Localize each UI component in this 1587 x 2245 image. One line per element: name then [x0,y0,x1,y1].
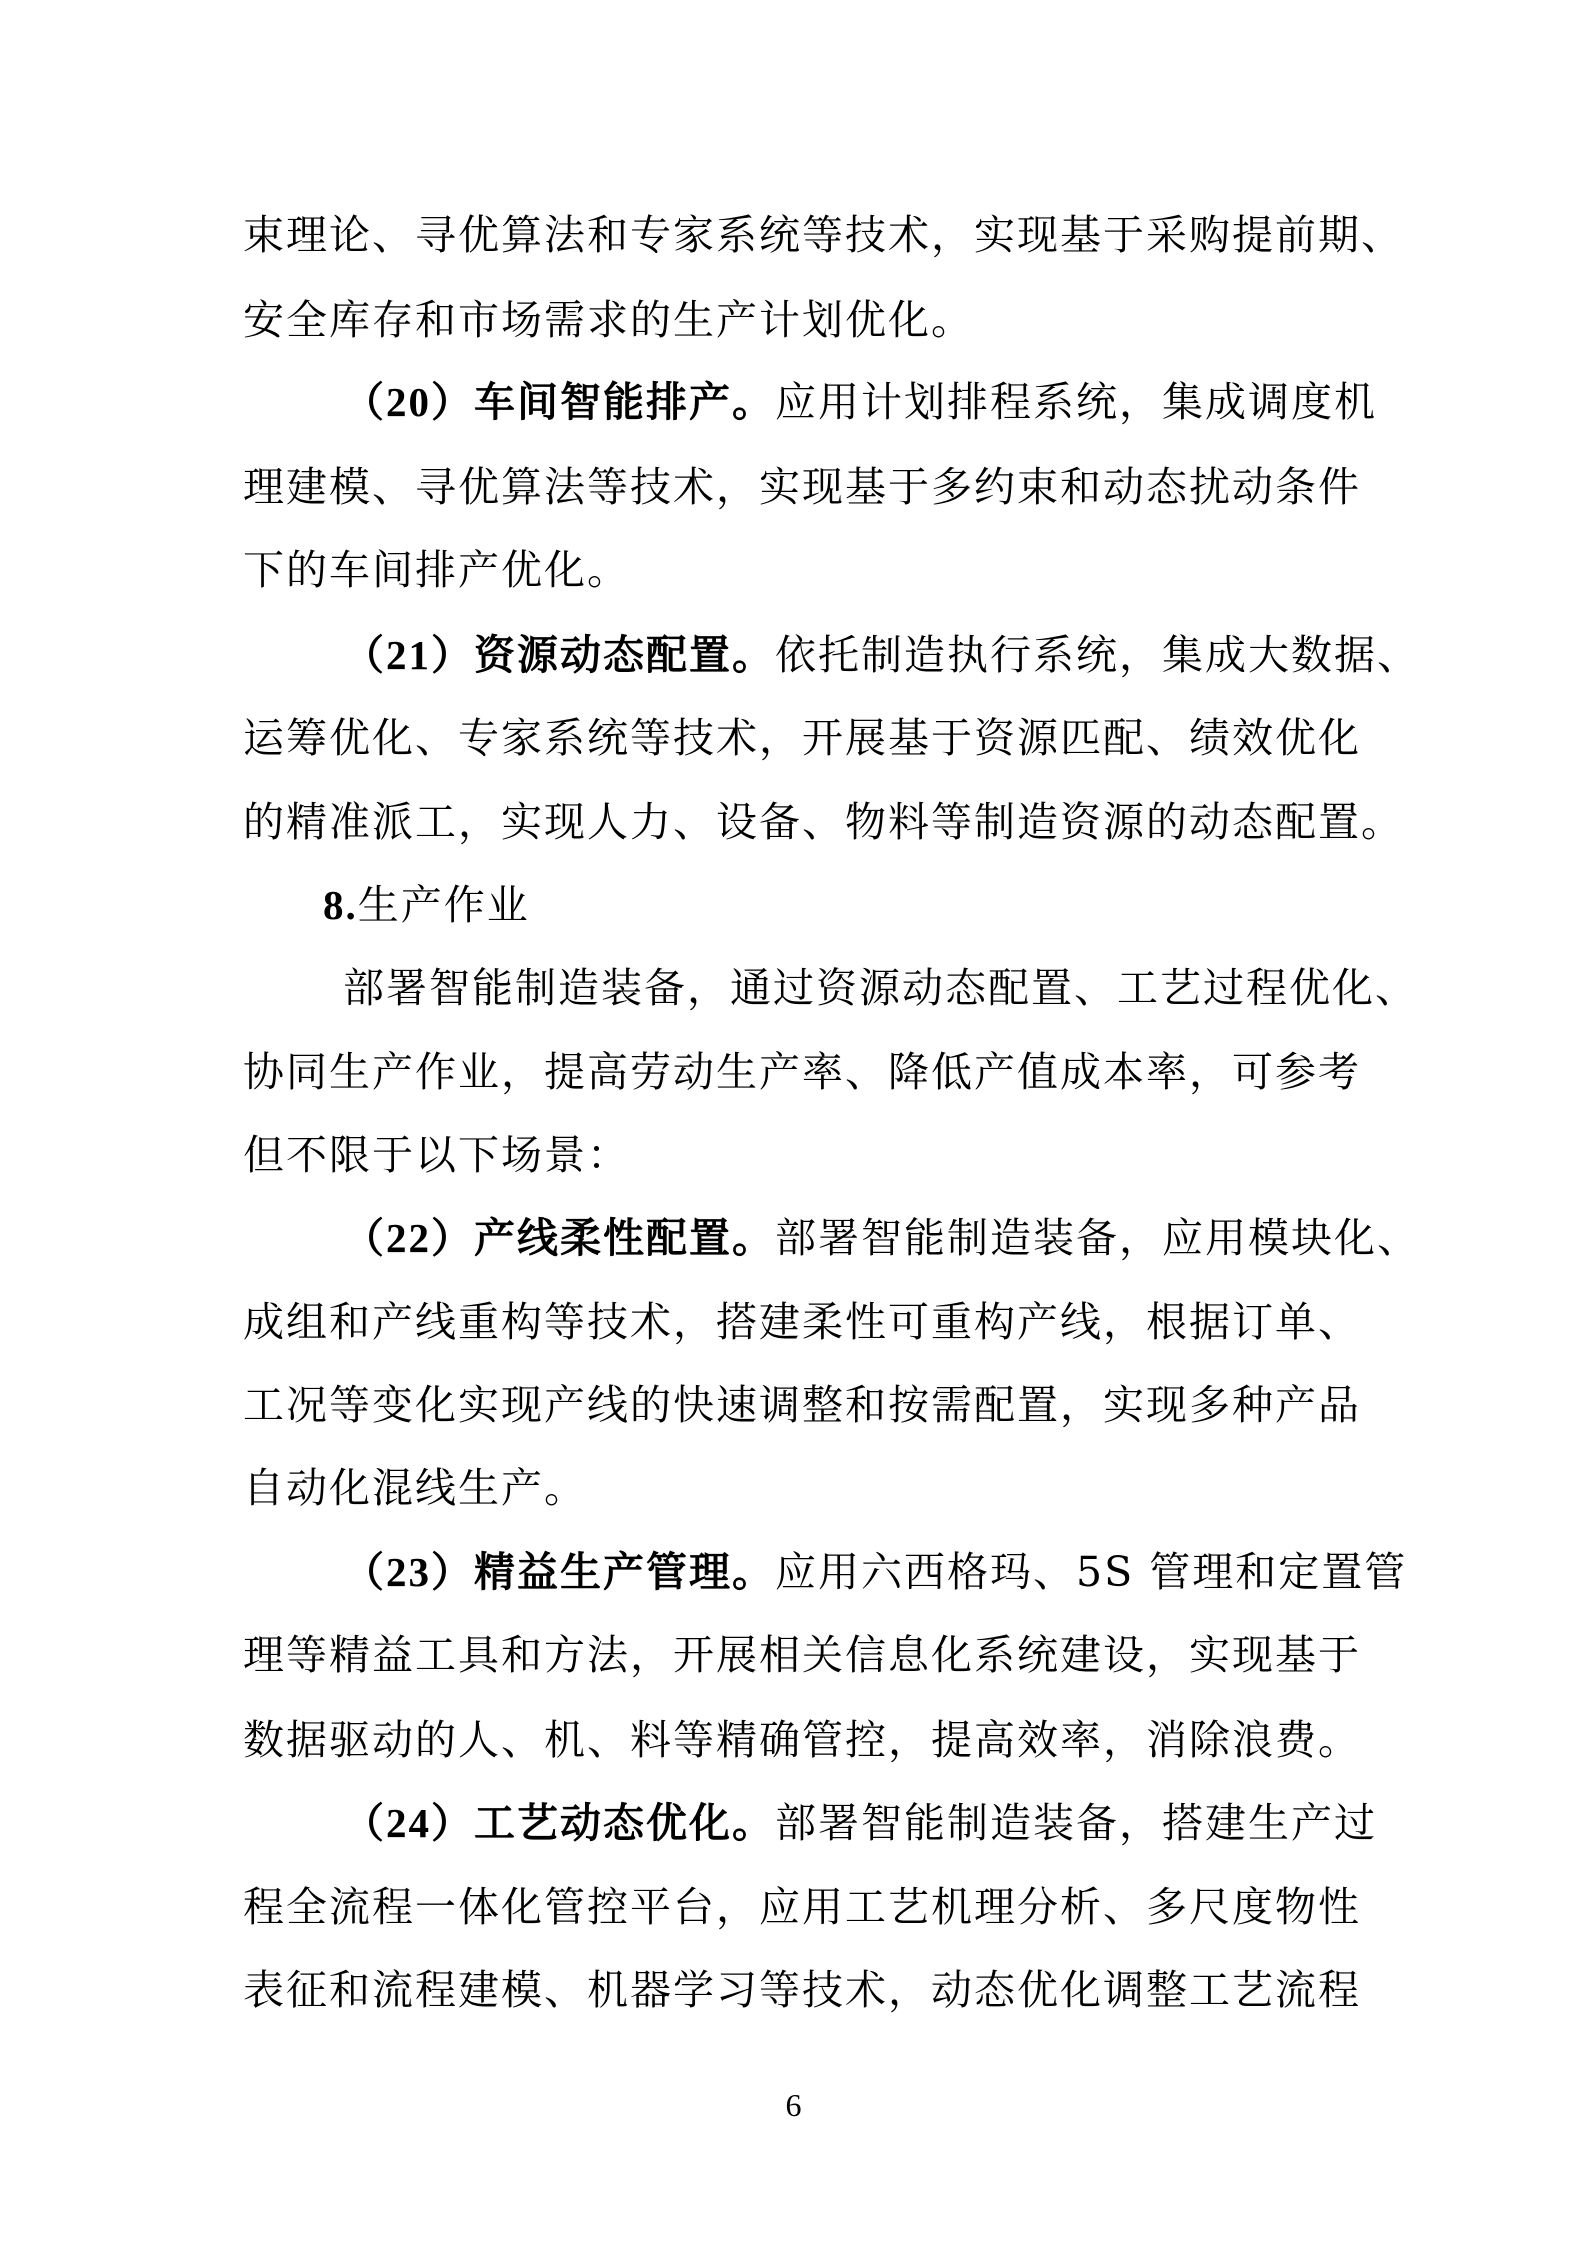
item-24-text: 部署智能制造装备，搭建生产过 [775,1799,1377,1847]
item-24-first-line [343,1793,1377,1853]
paragraph-line: 程全流程一体化管控平台，应用工艺机理分析、多尺度物性 [243,1883,1361,1931]
item-23-text: 应用六西格玛、5S 管理和定置管 [775,1548,1408,1596]
item-24-heading: （24）工艺动态优化。 [343,1799,775,1847]
page-number: 6 [785,2087,802,2123]
paragraph-line: 数据驱动的人、机、料等精确管控，提高效率，消除浪费。 [243,1716,1361,1764]
item-20-first-line [343,372,1377,432]
section-title: 生产作业 [357,881,530,929]
item-22-text: 部署智能制造装备，应用模块化、 [775,1214,1420,1262]
paragraph-line: 理等精益工具和方法，开展相关信息化系统建设，实现基于 [243,1631,1361,1679]
paragraph-line: 但不限于以下场景： [243,1131,630,1179]
item-21-heading: （21）资源动态配置。 [343,631,775,679]
item-20-text: 应用计划排程系统，集成调度机 [775,378,1377,426]
item-22-first-line [343,1208,1420,1268]
item-23-first-line [343,1542,1408,1602]
item-21-first-line [343,625,1420,685]
paragraph-line: 束理论、寻优算法和专家系统等技术，实现基于采购提前期、 [243,211,1404,259]
paragraph-line: 协同生产作业，提高劳动生产率、降低产值成本率，可参考 [243,1048,1361,1096]
paragraph-line: 运筹优化、专家系统等技术，开展基于资源匹配、绩效优化 [243,714,1361,762]
item-20-heading: （20）车间智能排产。 [343,378,775,426]
paragraph-line: 部署智能制造装备，通过资源动态配置、工艺过程优化、 [343,964,1418,1012]
item-21-text: 依托制造执行系统，集成大数据、 [775,631,1420,679]
paragraph-line: 理建模、寻优算法等技术，实现基于多约束和动态扰动条件 [243,463,1361,511]
paragraph-line: 表征和流程建模、机器学习等技术，动态优化调整工艺流程 [243,1966,1361,2014]
paragraph-line: 的精准派工，实现人力、设备、物料等制造资源的动态配置。 [243,798,1404,846]
paragraph-line: 工况等变化实现产线的快速调整和按需配置，实现多种产品 [243,1381,1361,1429]
paragraph-line: 成组和产线重构等技术，搭建柔性可重构产线，根据订单、 [243,1298,1361,1346]
item-23-heading: （23）精益生产管理。 [343,1548,775,1596]
paragraph-line: 下的车间排产优化。 [243,546,630,594]
section-number: 8. [323,882,358,928]
item-22-heading: （22）产线柔性配置。 [343,1214,775,1262]
section-heading [323,875,530,935]
paragraph-line: 自动化混线生产。 [243,1464,587,1512]
paragraph-line: 安全库存和市场需求的生产计划优化。 [243,296,974,344]
